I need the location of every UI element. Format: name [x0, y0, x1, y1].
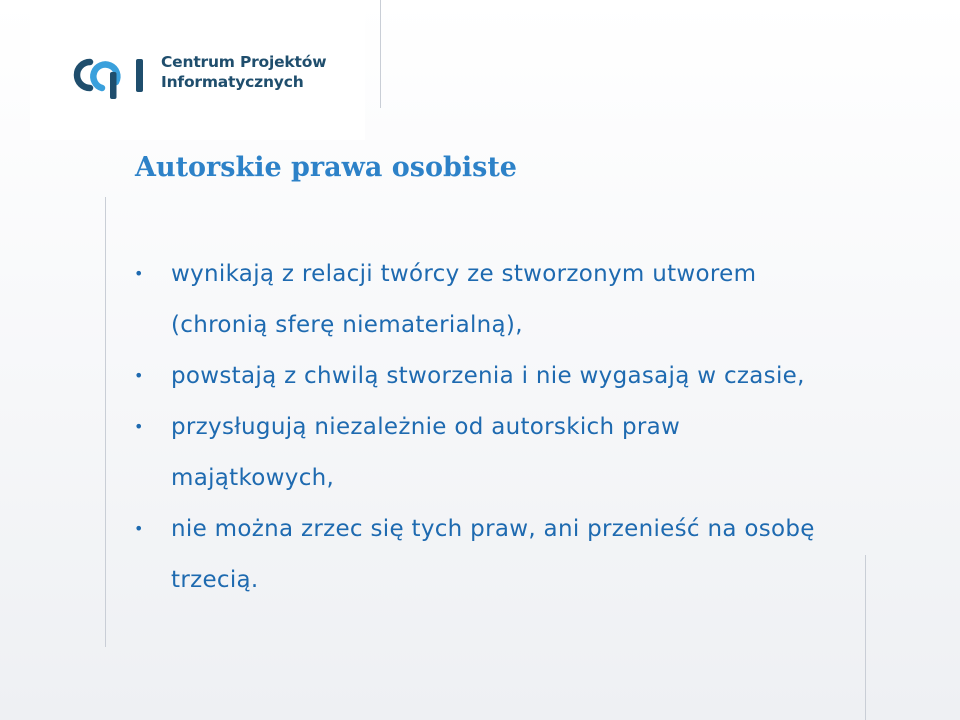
bullet-icon: • [134, 519, 144, 538]
logo-wordmark [161, 52, 326, 92]
bullet-text: przysługują niezależnie od autorskich praw majątkowych, [171, 414, 681, 491]
bullet-list [130, 249, 850, 606]
slide-title: Autorskie prawa osobiste [135, 152, 517, 183]
list-item [130, 402, 850, 504]
bullet-text: powstają z chwilą stworzenia i nie wygasają w czasie, [171, 363, 805, 389]
bullet-icon: • [134, 417, 144, 436]
list-item [130, 351, 850, 402]
list-item [130, 504, 850, 606]
logo-line-1: Centrum Projektów [161, 53, 327, 71]
divider-line [865, 555, 866, 720]
list-item [130, 249, 850, 351]
bullet-text: wynikają z relacji twórcy ze stworzonym utworem (chronią sferę niematerialną), [171, 261, 757, 338]
logo-line-2: Informatycznych [161, 73, 304, 91]
bullet-text: nie można zrzec się tych praw, ani przenieść na osobę trzecią. [171, 516, 815, 593]
divider-line [105, 197, 106, 647]
bullet-icon: • [134, 264, 144, 283]
bullet-icon: • [134, 366, 144, 385]
cpi-logo-icon [64, 52, 154, 100]
divider-line [380, 0, 381, 108]
cpi-logo [64, 52, 334, 102]
